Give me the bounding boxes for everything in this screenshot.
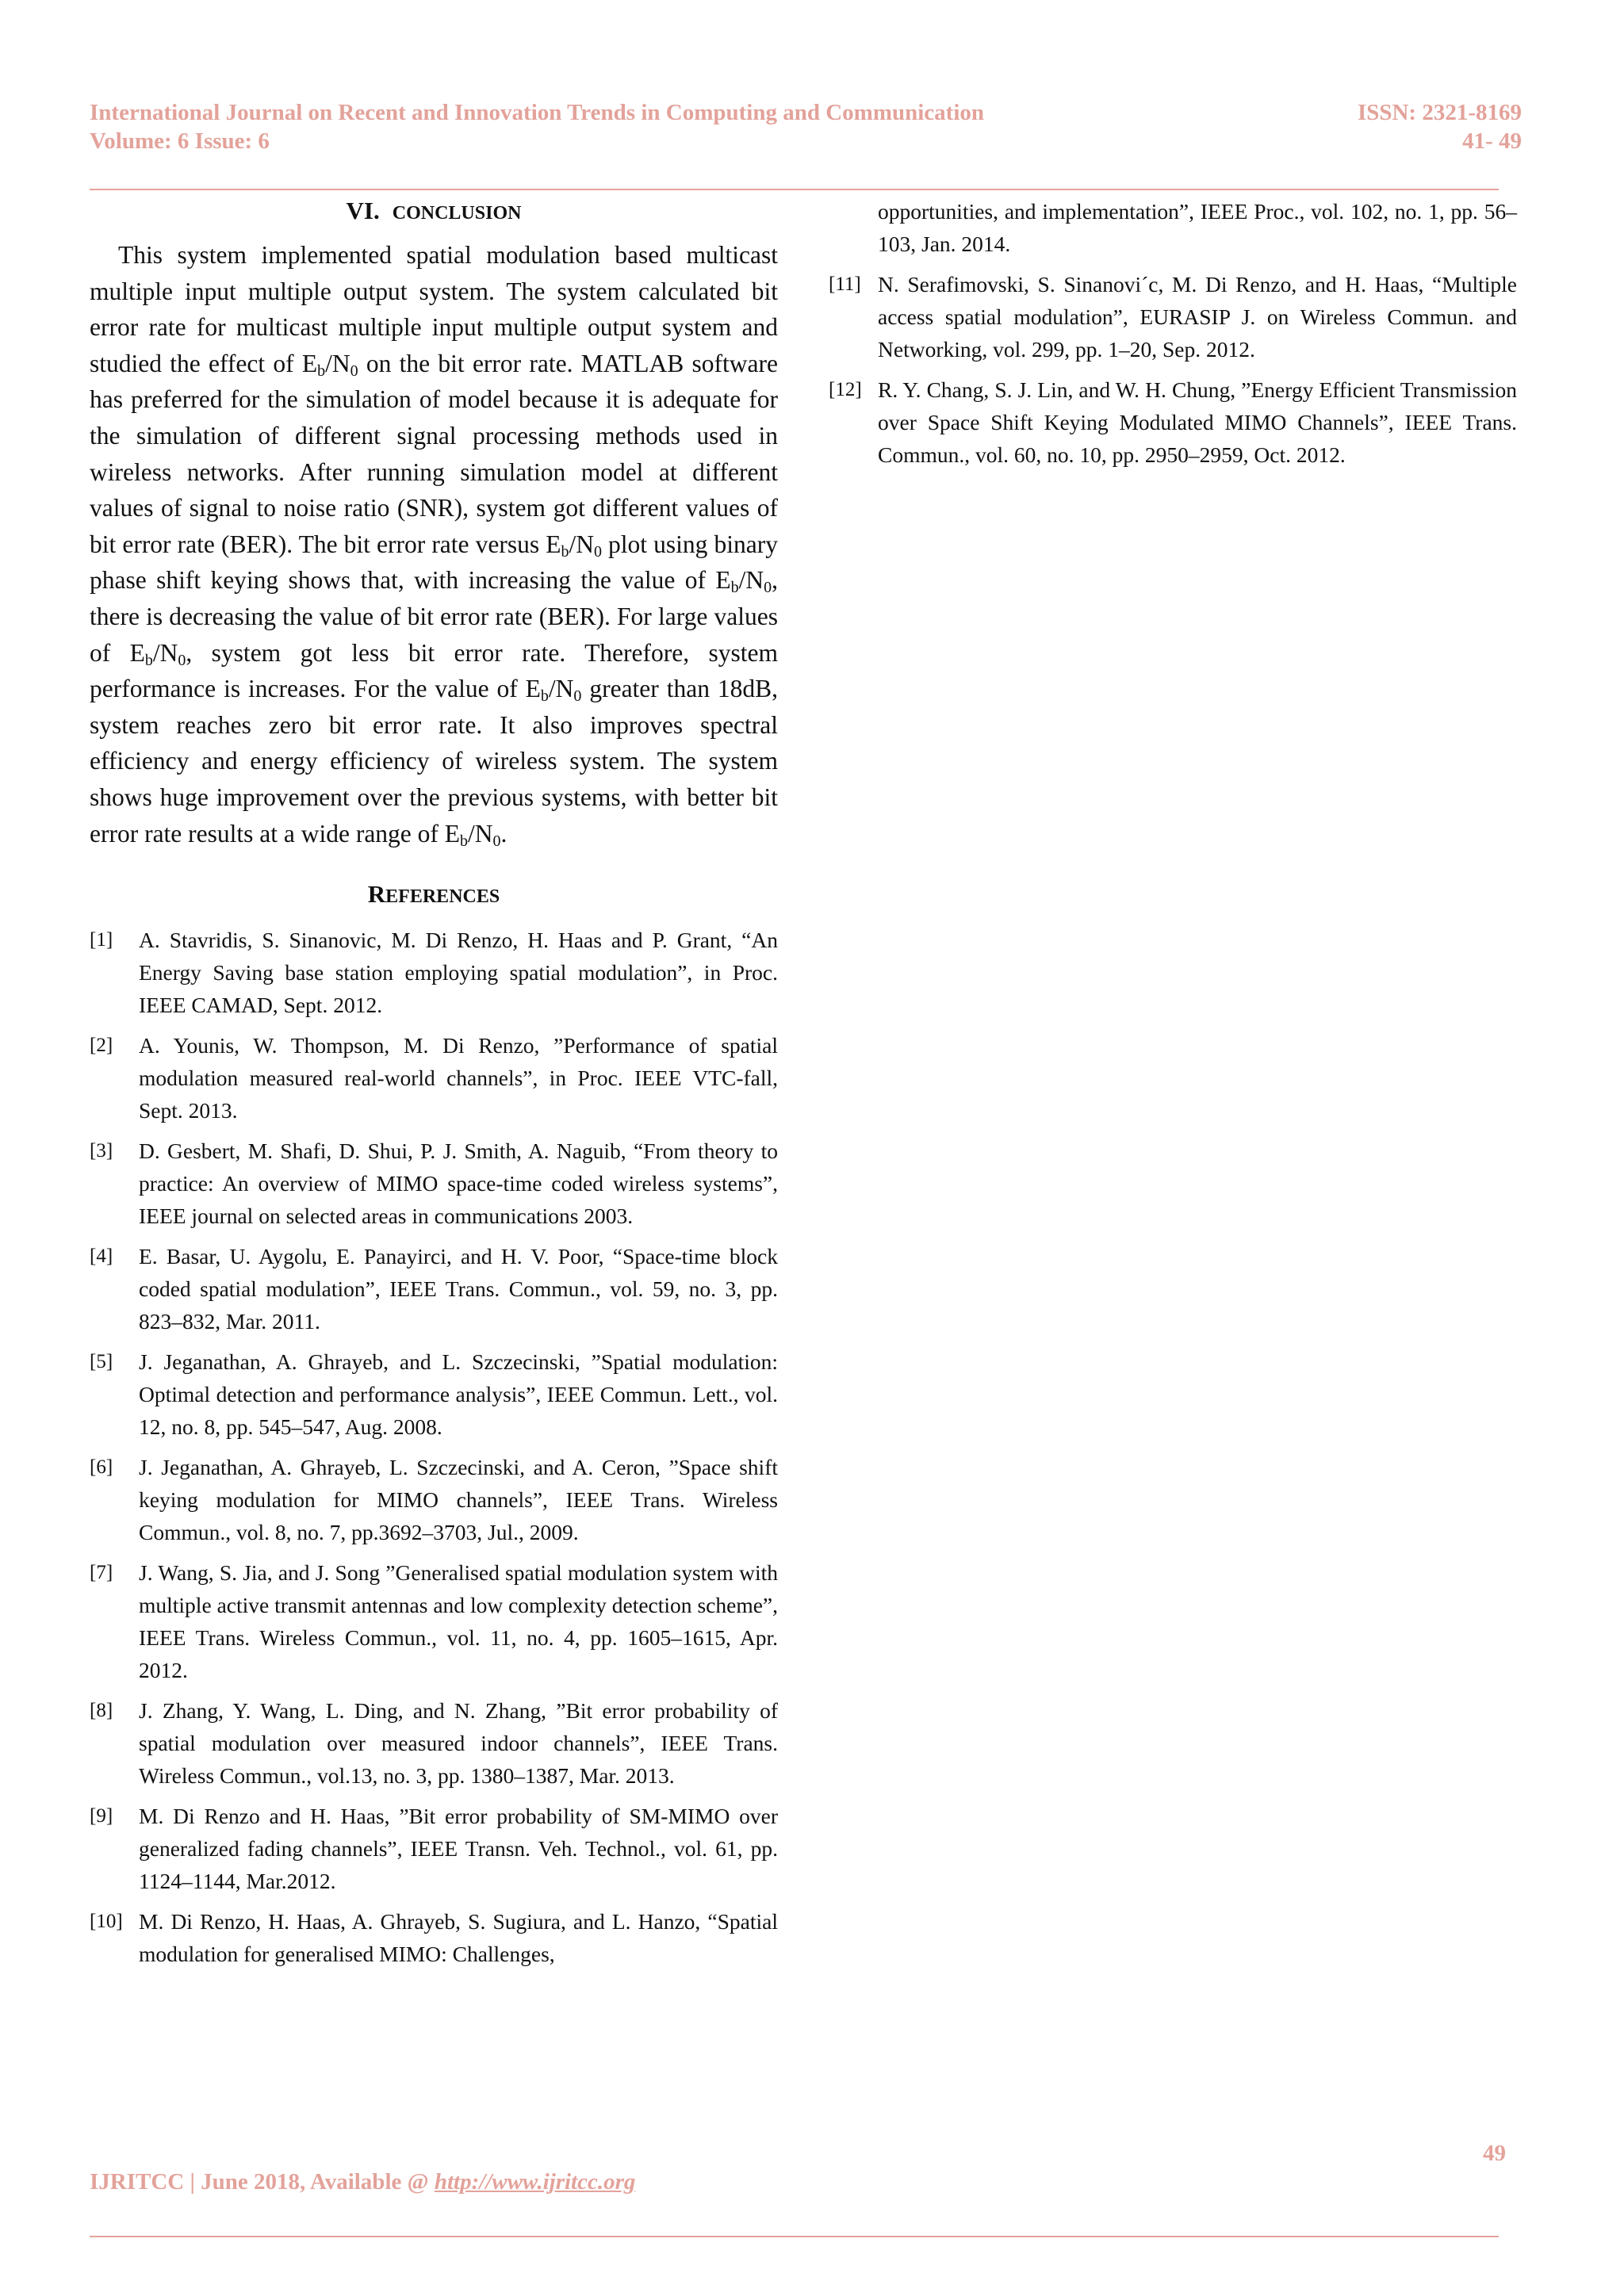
conclusion-paragraph: This system implemented spatial modulation based multicast multiple input multiple output system. The system calculated bit error rate for multicast multiple input multiple output system and studied the effect of $E_b/N_0$ on the bit error rate. MATLAB software has preferred for the simulation of model because it is adequate for the simulation of different signal processing methods used in wireless networks. After running simulation model at different values of signal to noise ratio (SNR), system got different values of bit error rate (BER). The bit error rate versus $E_b/N_0$ plot using binary phase shift keying shows that, with increasing the value of $E_b/N_0$, there is decreasing the value of bit error rate (BER). For large values of $E_b/N_0$, system got less bit error rate. Therefore, system performance is increases. For the value of $E_b/N_0$ greater than 18dB, system reaches zero bit error rate. It also improves spectral efficiency and energy efficiency of wireless system. The system shows huge improvement over the previous systems, with better bit error rate results at a wide range of $E_b/N_0$. xyxy=(90,241,779,850)
running-header-line-1 xyxy=(90,98,1522,127)
running-header-line-2 xyxy=(90,127,1522,155)
reference-item: [6] J. Jeganathan, A. Ghrayeb, L. Szczecinski, and A. Ceron, ”Space shift keying modulation for MIMO channels”, IEEE Trans. Wireless Commun., vol. 8, no. 7, pp.3692–3703, Jul., 2009. xyxy=(90,1455,778,1545)
reference-item: [3] D. Gesbert, M. Shafi, D. Shui, P. J. Smith, A. Naguib, “From theory to practice: An overview of MIMO space-time coded wireless systems”, IEEE journal on selected areas in communications 2003. xyxy=(90,1138,778,1229)
reference-item: [2] A. Younis, W. Thompson, M. Di Renzo, ”Performance of spatial modulation measured real-world channels”, in Proc. IEEE VTC-fall, Sept. 2013. xyxy=(90,1033,778,1123)
reference-item: [11] N. Serafimovski, S. Sinanovi´c, M. Di Renzo, and H. Haas, “Multiple access spatial modulation”, EURASIP J. on Wireless Commun. and Networking, vol. 299, pp. 1–20, Sep. 2012. xyxy=(829,272,1517,362)
issn: ISSN: 2321-8169 xyxy=(1357,100,1522,125)
footer-text: IJRITCC | June 2018, Available @ http://www.ijritcc.org xyxy=(90,2169,636,2195)
reference-item: [4] E. Basar, U. Aygolu, E. Panayirci, and H. V. Poor, “Space-time block coded spatial modulation”, IEEE Trans. Commun., vol. 59, no. 3, pp. 823–832, Mar. 2011. xyxy=(90,1244,778,1334)
section-number: VI. xyxy=(346,197,380,224)
references-heading: REFERENCES xyxy=(367,880,500,909)
page-range: 41- 49 xyxy=(1462,128,1522,154)
right-column xyxy=(829,195,1517,479)
reference-item: [5] J. Jeganathan, A. Ghrayeb, and L. Szczecinski, ”Spatial modulation: Optimal detection and performance analysis”, IEEE Commun. Lett., vol. 12, no. 8, pp. 545–547, Aug. 2008. xyxy=(90,1349,778,1440)
page-number: 49 xyxy=(1483,2141,1506,2166)
left-column xyxy=(90,195,778,1978)
reference-item: [7] J. Wang, S. Jia, and J. Song ”Generalised spatial modulation system with multiple active transmit antennas and low complexity detection scheme”, IEEE Trans. Wireless Commun., vol. 11, no. 4, pp. 1605–1615, Apr. 2012. xyxy=(90,1560,778,1683)
header-rule xyxy=(90,189,1499,190)
reference-item: [12] R. Y. Chang, S. J. Lin, and W. H. Chung, ”Energy Efficient Transmission over Space Shift Keying Modulated MIMO Channels”, IEEE Trans. Commun., vol. 60, no. 10, pp. 2950–2959, Oct. 2012. xyxy=(829,377,1517,467)
journal-title: International Journal on Recent and Innovation Trends in Computing and Communication xyxy=(90,100,984,125)
volume-issue: Volume: 6 Issue: 6 xyxy=(90,128,270,154)
reference-item: [8] J. Zhang, Y. Wang, L. Ding, and N. Zhang, ”Bit error probability of spatial modulation over measured indoor channels”, IEEE Trans. Wireless Commun., vol.13, no. 3, pp. 1380–1387, Mar. 2013. xyxy=(90,1698,778,1789)
reference-item: [1] A. Stavridis, S. Sinanovic, M. Di Renzo, H. Haas and P. Grant, “An Energy Saving base station employing spatial modulation”, in Proc. IEEE CAMAD, Sept. 2012. xyxy=(90,928,778,1018)
footer-rule xyxy=(90,2236,1499,2237)
section-title: CONCLUSION xyxy=(392,203,522,224)
reference-item: [9] M. Di Renzo and H. Haas, ”Bit error probability of SM-MIMO over generalized fading channels”, IEEE Transn. Veh. Technol., vol. 61, pp. 1124–1144, Mar.2012. xyxy=(90,1804,778,1894)
footer-link[interactable]: http://www.ijritcc.org xyxy=(434,2169,636,2195)
section-heading-conclusion xyxy=(90,195,778,229)
reference-item: [10] M. Di Renzo, H. Haas, A. Ghrayeb, S. Sugiura, and L. Hanzo, “Spatial modulation for generalised MIMO: Challenges, xyxy=(90,1909,778,1967)
reference-item-continued: opportunities, and implementation”, IEEE Proc., vol. 102, no. 1, pp. 56–103, Jan. 2014. xyxy=(878,199,1517,256)
